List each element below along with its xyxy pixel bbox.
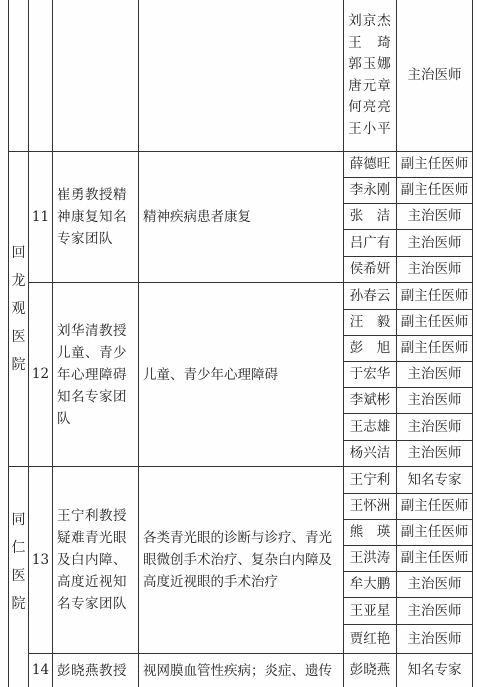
- doctor-title: 主治医师: [407, 67, 462, 84]
- doctor-title: 主治医师: [407, 392, 462, 409]
- doctor-title: 副主任医师: [400, 156, 469, 173]
- doctor-name: 吕广有: [349, 234, 391, 251]
- row-number: 12: [31, 366, 50, 383]
- doctor-title: 副主任医师: [400, 498, 469, 515]
- doctor-name-list: [344, 0, 396, 151]
- team-name: 王宁利教授疑难青光眼及白内障、高度近视知名专家团队: [57, 508, 127, 612]
- doctor-name: 郭玉娜: [348, 56, 392, 72]
- doctor-name: 刘京杰: [348, 13, 392, 29]
- doctor-name: 彭 旭: [349, 340, 391, 357]
- doctor-name: 何亮亮: [348, 99, 392, 115]
- specialty: 精神疾病患者康复: [143, 209, 251, 225]
- specialty: 儿童、青少年心理障碍: [143, 366, 278, 383]
- doctor-title: 主治医师: [407, 576, 462, 593]
- hospital-name-char: 医: [11, 568, 26, 584]
- doctor-title: 主治医师: [407, 261, 462, 278]
- doctor-title: 主治医师: [407, 630, 462, 647]
- doctor-title: 主治医师: [407, 208, 462, 225]
- hospital-name-char: 回: [11, 245, 26, 261]
- team-name: 刘华清教授儿童、青少年心理障碍知名专家团队: [57, 322, 127, 427]
- doctor-name: 王小平: [348, 120, 392, 137]
- specialty: 各类青光眼的诊断与诊疗、青光眼微创手术治疗、复杂白内障及高度近视眼的手术治疗: [143, 530, 332, 590]
- team-name: 彭晓燕教授: [57, 662, 127, 679]
- doctor-title: 主治医师: [407, 602, 462, 619]
- doctor-title: 知名专家: [407, 471, 462, 488]
- doctor-name: 王怀洲: [349, 498, 391, 515]
- row-number: 13: [31, 551, 50, 568]
- doctor-title: 副主任医师: [400, 314, 469, 331]
- doctor-name: 彭晓燕: [349, 662, 391, 679]
- hospital-name: [9, 467, 28, 687]
- doctor-title: 知名专家: [407, 662, 462, 679]
- doctor-name: 王宁利: [349, 471, 391, 488]
- specialty: 视网膜血管性疾病；炎症、遗传: [143, 662, 332, 679]
- doctor-name: 李永刚: [349, 182, 391, 199]
- doctor-name: 王洪涛: [349, 550, 391, 567]
- doctor-title: 副主任医师: [400, 182, 469, 199]
- doctor-name: 薛德旺: [349, 156, 391, 173]
- doctor-name: 牟大鹏: [349, 576, 391, 593]
- doctor-name: 侯希妍: [349, 261, 391, 278]
- doctor-name: 王 琦: [348, 34, 392, 51]
- doctor-name: 熊 瑛: [349, 524, 391, 541]
- hospital-name-char: 医: [11, 329, 26, 345]
- doctor-title: 副主任医师: [400, 550, 469, 567]
- hospital-name-char: 龙: [11, 273, 26, 289]
- hospital-name-char: 观: [11, 301, 26, 317]
- hospital-name: [9, 152, 28, 466]
- doctor-name: 汪 毅: [349, 314, 391, 331]
- doctor-title: 主治医师: [407, 445, 462, 462]
- doctor-name: 王亚星: [349, 602, 391, 619]
- hospital-name-char: 同: [11, 512, 26, 528]
- doctor-name: 于宏华: [349, 366, 391, 383]
- doctor-title: 主治医师: [407, 234, 462, 251]
- doctor-name: 唐元章: [348, 77, 392, 94]
- hospital-name-char: 院: [11, 357, 26, 373]
- row-number: 14: [31, 662, 50, 679]
- doctor-title: 副主任医师: [400, 524, 469, 541]
- hospital-name-char: 院: [11, 596, 26, 612]
- doctor-title: 主治医师: [407, 418, 462, 435]
- doctor-name: 孙春云: [349, 287, 391, 304]
- team-name: 崔勇教授精神康复知名专家团队: [57, 187, 127, 247]
- hospital-name-char: 仁: [11, 540, 26, 556]
- doctor-title: 副主任医师: [400, 340, 469, 357]
- doctor-name: 王志雄: [349, 418, 391, 435]
- doctor-title: 主治医师: [407, 366, 462, 383]
- doctor-name: 贾红艳: [349, 630, 391, 647]
- doctor-name: 张 洁: [349, 208, 391, 225]
- doctor-name: 杨兴洁: [349, 445, 391, 462]
- row-number: 11: [31, 208, 50, 225]
- doctor-title: 副主任医师: [400, 287, 469, 304]
- doctor-name: 李斌彬: [349, 392, 391, 409]
